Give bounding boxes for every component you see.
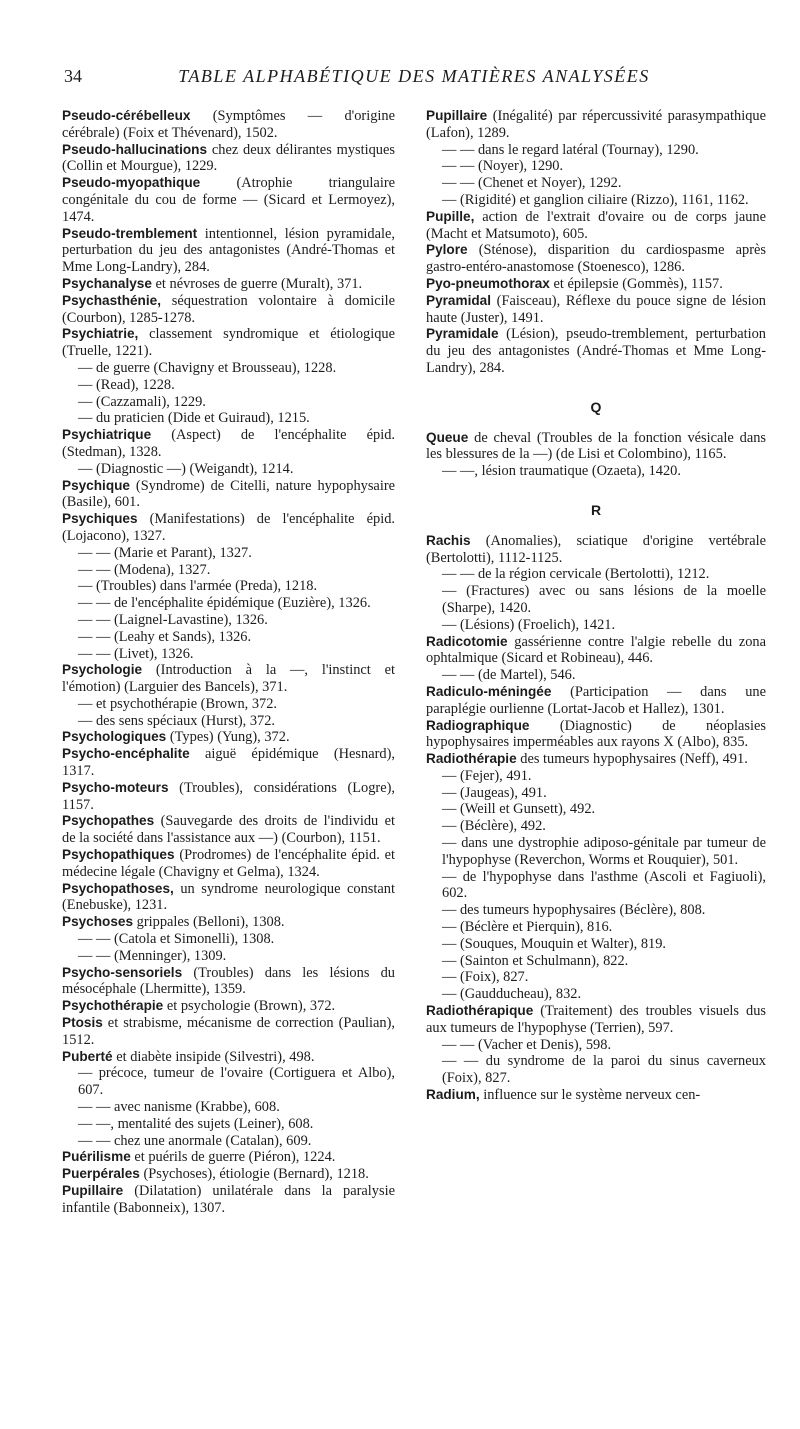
index-entry	[426, 751, 766, 768]
entry-text: — (Cazzamali), 1229.	[78, 393, 206, 410]
entry-keyword: Psychanalyse	[62, 275, 152, 291]
entry-text: et névroses de guerre (Muralt), 371.	[151, 275, 363, 292]
entry-keyword: Pseudo-tremblement	[62, 225, 198, 241]
index-entry	[62, 276, 395, 293]
index-entry	[426, 1053, 766, 1087]
entry-text: — — (de Martel), 546.	[442, 667, 576, 684]
entry-keyword: Psycho-sensoriels	[62, 964, 183, 980]
index-entry	[62, 847, 395, 881]
entry-text: (Symptômes — d'origine cérébrale) (Foix et Thévenard), 1502.	[62, 108, 395, 141]
entry-keyword: Psychopathiques	[62, 847, 175, 863]
entry-text: — (Diagnostic —) (Weigandt), 1214.	[78, 460, 294, 477]
index-entry	[62, 881, 395, 915]
entry-text: — — (Noyer), 1290.	[442, 158, 564, 175]
entry-text: (Introduction à la —, l'instinct et l'émotion) (Larguier des Bancels), 371.	[62, 662, 395, 696]
entry-text: (Sauvegarde des droits de l'individu et de la société dans l'assistance aux —) (Courbon), 1151.	[62, 813, 395, 847]
entry-text: (Types) (Yung), 372.	[166, 729, 290, 746]
index-entry	[62, 729, 395, 746]
index-entry	[426, 936, 766, 953]
entry-text: — (Béclère), 492.	[442, 818, 546, 835]
entry-text: — (Foix), 827.	[442, 969, 529, 986]
entry-text: — —, lésion traumatique (Ozaeta), 1420.	[442, 463, 681, 480]
entry-text: — — dans le regard latéral (Tournay), 1290.	[442, 141, 699, 158]
index-entry	[426, 684, 766, 718]
index-entry	[426, 209, 766, 243]
running-title: TABLE ALPHABÉTIQUE DES MATIÈRES ANALYSÉES	[178, 66, 650, 86]
entry-keyword: Radiographique	[426, 717, 530, 733]
entry-keyword: Psycho-encéphalite	[62, 746, 190, 762]
entry-text: — précoce, tumeur de l'ovaire (Cortiguera et Albo), 607.	[78, 1065, 395, 1099]
index-entry	[426, 108, 766, 142]
index-entry	[62, 1065, 395, 1099]
entry-text: (Faisceau), Réflexe du pouce signe de lésion haute (Juster), 1491.	[426, 292, 766, 326]
entry-text: — — de l'encéphalite épidémique (Euzière), 1326.	[78, 595, 371, 612]
entry-keyword: Psychologiques	[62, 729, 167, 745]
entry-keyword: Pupillaire	[62, 1183, 124, 1198]
entry-text: — — avec nanisme (Krabbe), 608.	[78, 1099, 280, 1116]
entry-keyword: Psychiatrique	[62, 427, 152, 443]
entry-text: — (Souques, Mouquin et Walter), 819.	[442, 935, 667, 952]
index-entry	[426, 142, 766, 159]
index-entry	[426, 1037, 766, 1054]
entry-keyword: Pylore	[426, 242, 468, 258]
index-entry	[62, 1099, 395, 1116]
entry-text: (Diagnostic) de néoplasies hypophysaires imperméables aux rayons X (Albo), 835.	[426, 717, 766, 751]
right-column	[426, 108, 766, 1104]
index-entry	[62, 360, 395, 377]
entry-keyword: Pupillaire	[426, 108, 488, 123]
index-entry	[426, 634, 766, 668]
entry-text: séquestration volontaire à domicile (Courbon), 1285-1278.	[62, 292, 395, 326]
entry-text: — (Fejer), 491.	[442, 767, 532, 784]
entry-text: — — de la région cervicale (Bertolotti), 1212.	[442, 566, 710, 583]
index-entry	[426, 617, 766, 634]
entry-text: aiguë épidémique (Hesnard), 1317.	[62, 746, 395, 780]
entry-keyword: Radiothérapique	[426, 1003, 534, 1019]
entry-text: intentionnel, lésion pyramidale, perturbation du jeu des antagonistes (André-Thomas et Mme Long-Landry), 284.	[62, 225, 395, 276]
entry-text: (Inégalité) par répercussivité parasympathique (Lafon), 1289.	[426, 108, 766, 141]
index-entry	[426, 276, 766, 293]
entry-text: (Prodromes) de l'encéphalite épid. et médecine légale (Chavigny et Gelma), 1324.	[62, 847, 395, 880]
entry-text: — — (Chenet et Noyer), 1292.	[442, 175, 622, 192]
index-entry	[62, 931, 395, 948]
index-entry	[62, 293, 395, 327]
index-entry	[62, 612, 395, 629]
entry-text: et épilepsie (Gommès), 1157.	[549, 275, 723, 292]
index-entry	[62, 1166, 395, 1183]
entry-text: chez deux délirantes mystiques (Collin et Mourgue), 1229.	[62, 141, 395, 175]
entry-text: — — (Livet), 1326.	[78, 645, 194, 662]
entry-keyword: Psychiques	[62, 511, 138, 527]
index-entry	[62, 646, 395, 663]
entry-text: — (Troubles) dans l'armée (Preda), 1218.	[78, 578, 318, 595]
entry-keyword: Rachis	[426, 532, 471, 548]
entry-text: (Troubles) dans les lésions du mésocéphale (Lhermitte), 1359.	[62, 964, 395, 998]
index-entry	[62, 1133, 395, 1150]
index-entry	[426, 919, 766, 936]
index-entry	[62, 1183, 395, 1217]
entry-keyword: Pyramidal	[426, 292, 491, 308]
index-entry	[62, 662, 395, 696]
entry-keyword: Radiothérapie	[426, 751, 517, 767]
index-entry	[62, 965, 395, 999]
entry-keyword: Psychique	[62, 477, 130, 493]
entry-text: (Participation — dans une paraplégie ourlienne (Lortat-Jacob et Hallez), 1301.	[426, 683, 766, 717]
index-entry	[62, 813, 395, 847]
entry-text: — (Sainton et Schulmann), 822.	[442, 952, 629, 969]
entry-keyword: Pyo-pneumothorax	[426, 275, 550, 291]
entry-text: — (Fractures) avec ou sans lésions de la moelle (Sharpe), 1420.	[442, 583, 766, 616]
entry-text: et puérils de guerre (Piéron), 1224.	[130, 1149, 336, 1166]
entry-keyword: Pseudo-myopathique	[62, 175, 201, 191]
entry-text: (Sténose), disparition du cardiospasme après gastro-entéro-anastomose (Stoenesco), 1286.	[426, 242, 766, 276]
index-entry	[62, 713, 395, 730]
entry-text: action de l'extrait d'ovaire ou de corps jaune (Macht et Matsumoto), 605.	[426, 208, 766, 242]
entry-text: et psychologie (Brown), 372.	[163, 998, 336, 1015]
entry-keyword: Radicotomie	[426, 633, 508, 649]
index-entry	[62, 1049, 395, 1066]
entry-keyword: Ptosis	[62, 1015, 103, 1031]
entry-text: (Traitement) des troubles visuels dus aux tumeurs de l'hypophyse (Terrien), 597.	[426, 1003, 766, 1036]
entry-text: et strabisme, mécanisme de correction (Paulian), 1512.	[62, 1015, 395, 1048]
section-letter: R	[590, 501, 602, 518]
index-entry	[426, 192, 766, 209]
entry-text: — —, mentalité des sujets (Leiner), 608.	[78, 1115, 314, 1132]
entry-keyword: Psychothérapie	[62, 998, 164, 1014]
index-entry	[426, 326, 766, 376]
entry-keyword: Psychologie	[62, 662, 143, 678]
index-entry	[426, 667, 766, 684]
index-entry	[62, 461, 395, 478]
entry-keyword: Radium,	[426, 1087, 480, 1103]
index-entry	[62, 948, 395, 965]
entry-text: grippales (Belloni), 1308.	[133, 914, 285, 931]
index-entry	[62, 226, 395, 276]
index-entry	[62, 1015, 395, 1049]
entry-text: gassérienne contre l'algie rebelle du zona ophtalmique (Sicard et Robineau), 446.	[426, 633, 766, 667]
entry-text: (Manifestations) de l'encéphalite épid. (Lojacono), 1327.	[62, 511, 395, 544]
index-entry	[62, 1149, 395, 1166]
entry-text: (Syndrome) de Citelli, nature hypophysaire (Basile), 601.	[62, 477, 395, 511]
index-entry	[62, 914, 395, 931]
entry-text: (Aspect) de l'encéphalite épid. (Stedman), 1328.	[62, 427, 395, 460]
entry-keyword: Puérilisme	[62, 1149, 131, 1165]
index-entry	[62, 511, 395, 545]
index-entry	[62, 326, 395, 360]
index-entry	[62, 478, 395, 512]
entry-keyword: Psycho-moteurs	[62, 779, 169, 795]
index-entry	[426, 869, 766, 903]
entry-text: — et psychothérapie (Brown, 372.	[78, 695, 278, 712]
index-entry	[62, 394, 395, 411]
entry-text: classement syndromique et étiologique (Truelle, 1221).	[62, 326, 395, 360]
entry-text: — — (Vacher et Denis), 598.	[442, 1036, 612, 1053]
entry-keyword: Psychopathes	[62, 813, 155, 829]
entry-text: — (Read), 1228.	[78, 376, 175, 393]
index-entry	[62, 427, 395, 461]
index-entry	[62, 545, 395, 562]
index-entry	[426, 986, 766, 1003]
index-entry	[426, 718, 766, 752]
index-entry	[62, 746, 395, 780]
section-letter: Q	[590, 398, 602, 415]
entry-text: (Psychoses), étiologie (Bernard), 1218.	[139, 1166, 369, 1183]
index-entry	[426, 835, 766, 869]
entry-text: — (Jaugeas), 491.	[442, 784, 547, 801]
entry-text: de cheval (Troubles de la fonction vésicale dans les blessures de la —) (de Lisi et Colombino), 1165.	[426, 429, 766, 463]
entry-text: influence sur le système nerveux cen-	[479, 1087, 701, 1104]
entry-keyword: Psychasthénie,	[62, 292, 161, 308]
entry-text: des tumeurs hypophysaires (Neff), 491.	[516, 751, 748, 768]
entry-text: (Dilatation) unilatérale dans la paralysie infantile (Babonneix), 1307.	[62, 1183, 395, 1216]
index-entry	[426, 1087, 766, 1104]
entry-text: — — (Catola et Simonelli), 1308.	[78, 931, 275, 948]
index-entry	[426, 175, 766, 192]
entry-text: — du praticien (Dide et Guiraud), 1215.	[78, 410, 310, 427]
index-entry	[426, 801, 766, 818]
index-entry	[62, 175, 395, 225]
index-entry	[426, 969, 766, 986]
index-entry	[62, 108, 395, 142]
entry-text: — — chez une anormale (Catalan), 609.	[78, 1132, 312, 1149]
index-entry	[426, 902, 766, 919]
index-entry	[426, 430, 766, 464]
entry-keyword: Radiculo-méningée	[426, 683, 552, 699]
entry-text: (Atrophie triangulaire congénitale du cou de forme — (Sicard et Lermoyez), 1474.	[62, 175, 395, 225]
entry-text: un syndrome neurologique constant (Enebuske), 1231.	[62, 880, 395, 914]
index-entry	[426, 1003, 766, 1037]
entry-keyword: Psychiatrie,	[62, 326, 139, 342]
entry-text: et diabète insipide (Silvestri), 498.	[112, 1048, 315, 1065]
entry-text: — (Gaudducheau), 832.	[442, 986, 582, 1003]
index-entry	[426, 953, 766, 970]
entry-text: — — (Leahy et Sands), 1326.	[78, 628, 252, 645]
entry-text: (Anomalies), sciatique d'origine vertébrale (Bertolotti), 1112-1125.	[426, 532, 766, 566]
index-entry	[426, 785, 766, 802]
entry-text: — — (Laignel-Lavastine), 1326.	[78, 611, 268, 628]
entry-text: — (Béclère et Pierquin), 816.	[442, 919, 613, 936]
entry-text: — — du syndrome de la paroi du sinus caverneux (Foix), 827.	[442, 1053, 766, 1087]
entry-text: — des tumeurs hypophysaires (Béclère), 808.	[442, 902, 706, 919]
entry-text: — — (Modena), 1327.	[78, 561, 211, 578]
index-entry	[62, 562, 395, 579]
entry-keyword: Psychoses	[62, 914, 134, 930]
index-entry	[426, 818, 766, 835]
index-entry	[426, 242, 766, 276]
index-entry	[62, 629, 395, 646]
entry-text: — dans une dystrophie adiposo-génitale par tumeur de l'hypophyse (Reverchon, Worms et Rouquier), 501.	[442, 835, 766, 868]
index-entry	[426, 463, 766, 480]
entry-keyword: Queue	[426, 429, 469, 445]
index-entry	[426, 293, 766, 327]
entry-text: — (Lésions) (Froelich), 1421.	[442, 616, 616, 633]
entry-text: — — (Menninger), 1309.	[78, 947, 227, 964]
index-entry	[62, 1116, 395, 1133]
index-entry	[426, 533, 766, 567]
index-entry	[426, 583, 766, 617]
entry-text: — (Rigidité) et ganglion ciliaire (Rizzo), 1161, 1162.	[442, 191, 749, 208]
index-entry	[426, 768, 766, 785]
entry-text: (Lésion), pseudo-tremblement, perturbation du jeu des antagonistes (André-Thomas et Mme Long-Landry), 284.	[426, 326, 766, 376]
entry-text: — — (Marie et Parant), 1327.	[78, 544, 252, 561]
entry-keyword: Pupille,	[426, 208, 475, 224]
entry-text: — de l'hypophyse dans l'asthme (Ascoli et Fagiuoli), 602.	[442, 868, 766, 902]
index-entry	[426, 158, 766, 175]
left-column	[62, 108, 395, 1217]
index-entry	[62, 696, 395, 713]
entry-keyword: Puerpérales	[62, 1166, 140, 1182]
index-entry	[426, 566, 766, 583]
entry-keyword: Psychopathoses,	[62, 880, 174, 896]
index-entry	[62, 998, 395, 1015]
entry-text: (Troubles), considérations (Logre), 1157.	[62, 779, 395, 813]
entry-text: — (Weill et Gunsett), 492.	[442, 801, 596, 818]
index-entry	[62, 410, 395, 427]
entry-keyword: Pseudo-hallucinations	[62, 141, 208, 157]
entry-keyword: Puberté	[62, 1048, 113, 1064]
page-number: 34	[64, 66, 82, 86]
index-entry	[62, 578, 395, 595]
index-entry	[62, 377, 395, 394]
page-header	[64, 66, 764, 96]
index-entry	[62, 142, 395, 176]
index-entry	[62, 595, 395, 612]
entry-text: — des sens spéciaux (Hurst), 372.	[78, 712, 276, 729]
entry-keyword: Pyramidale	[426, 326, 499, 342]
index-entry	[62, 780, 395, 814]
entry-text: — de guerre (Chavigny et Brousseau), 1228.	[78, 359, 337, 376]
entry-keyword: Pseudo-cérébelleux	[62, 108, 191, 123]
